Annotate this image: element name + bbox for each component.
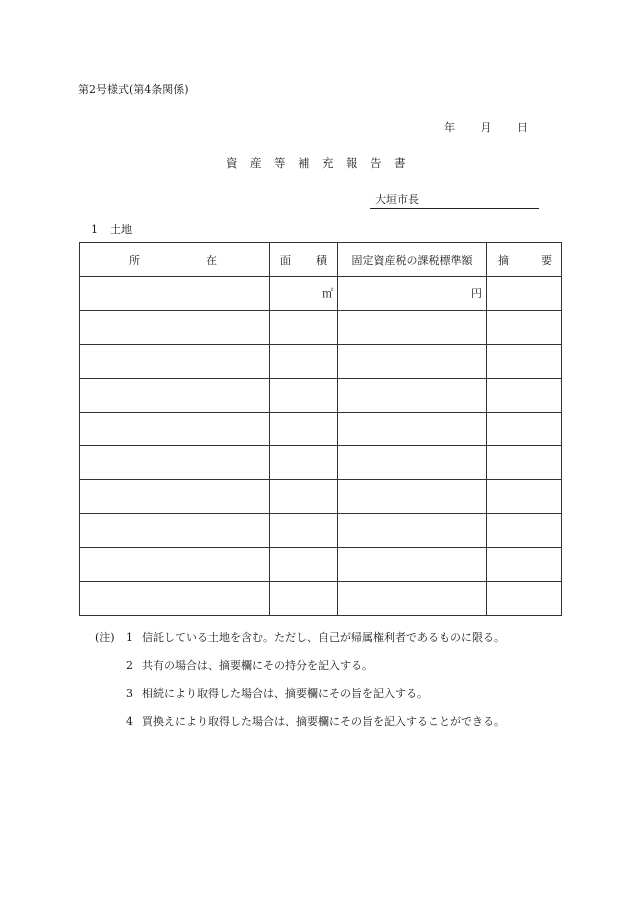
header-area-char2: 積 [316, 253, 327, 267]
area-cell[interactable] [270, 412, 338, 446]
remarks-cell[interactable] [487, 480, 562, 514]
document-title: 資産等補充報告書 [226, 156, 418, 170]
note-item [126, 713, 505, 729]
note-text: 共有の場合は、摘要欄にその持分を記入する。 [142, 659, 373, 672]
table-row [80, 480, 562, 514]
note-number: 4 [126, 715, 133, 728]
remarks-cell[interactable] [487, 344, 562, 378]
remarks-cell[interactable] [487, 582, 562, 616]
note-number: 1 [126, 631, 133, 644]
header-remarks-char1: 摘 [498, 253, 509, 267]
day-label: 日 [517, 121, 528, 134]
taxable-value-cell[interactable] [338, 548, 487, 582]
table-row [80, 277, 562, 311]
table-row [80, 582, 562, 616]
location-cell[interactable] [80, 582, 270, 616]
location-cell[interactable] [80, 277, 270, 311]
remarks-cell[interactable] [487, 412, 562, 446]
note-item [126, 657, 373, 673]
note-number: 3 [126, 687, 133, 700]
note-text: 相続により取得した場合は、摘要欄にその旨を記入する。 [142, 687, 428, 700]
table-row [80, 378, 562, 412]
taxable-value-cell[interactable] [338, 310, 487, 344]
section-number: 1 [91, 223, 98, 236]
location-cell[interactable] [80, 480, 270, 514]
notes-label: (注) [95, 631, 115, 644]
header-area [270, 243, 338, 277]
header-taxable-value: 固定資産税の課税標準額 [338, 243, 487, 277]
form-number: 第2号様式(第4条関係) [78, 83, 189, 96]
section-heading [91, 221, 132, 237]
table-row [80, 310, 562, 344]
header-location-char2: 在 [206, 253, 217, 267]
area-cell[interactable] [270, 446, 338, 480]
location-cell[interactable] [80, 378, 270, 412]
area-cell[interactable]: ㎡ [270, 277, 338, 311]
table-row [80, 412, 562, 446]
taxable-value-cell[interactable] [338, 514, 487, 548]
table-row [80, 514, 562, 548]
month-label: 月 [480, 121, 492, 134]
taxable-value-cell[interactable] [338, 480, 487, 514]
remarks-cell[interactable] [487, 514, 562, 548]
table-row [80, 446, 562, 480]
header-area-char1: 面 [280, 253, 291, 267]
table-row [80, 344, 562, 378]
land-table [79, 242, 562, 616]
area-cell[interactable] [270, 514, 338, 548]
date-line [444, 119, 550, 135]
header-remarks-char2: 要 [541, 253, 552, 267]
addressee: 大垣市長 [370, 191, 539, 209]
taxable-value-cell[interactable] [338, 412, 487, 446]
area-cell[interactable] [270, 548, 338, 582]
taxable-value-cell[interactable] [338, 378, 487, 412]
remarks-cell[interactable] [487, 277, 562, 311]
section-label: 土地 [110, 223, 132, 236]
area-cell[interactable] [270, 582, 338, 616]
location-cell[interactable] [80, 412, 270, 446]
note-text: 買換えにより取得した場合は、摘要欄にその旨を記入することができる。 [142, 715, 505, 728]
location-cell[interactable] [80, 446, 270, 480]
remarks-cell[interactable] [487, 548, 562, 582]
header-location-char1: 所 [129, 253, 140, 267]
year-label: 年 [444, 121, 455, 134]
remarks-cell[interactable] [487, 310, 562, 344]
location-cell[interactable] [80, 310, 270, 344]
note-item [126, 685, 428, 701]
area-cell[interactable] [270, 310, 338, 344]
note-text: 信託している土地を含む。ただし、自己が帰属権利者であるものに限る。 [142, 631, 505, 644]
location-cell[interactable] [80, 344, 270, 378]
taxable-value-cell[interactable] [338, 344, 487, 378]
table-header-row [80, 243, 562, 277]
taxable-value-cell[interactable]: 円 [338, 277, 487, 311]
header-location [80, 243, 270, 277]
table-row [80, 548, 562, 582]
taxable-value-cell[interactable] [338, 582, 487, 616]
header-remarks [487, 243, 562, 277]
area-cell[interactable] [270, 480, 338, 514]
area-cell[interactable] [270, 344, 338, 378]
location-cell[interactable] [80, 514, 270, 548]
remarks-cell[interactable] [487, 378, 562, 412]
remarks-cell[interactable] [487, 446, 562, 480]
note-item [126, 629, 505, 645]
taxable-value-cell[interactable] [338, 446, 487, 480]
location-cell[interactable] [80, 548, 270, 582]
note-number: 2 [126, 659, 133, 672]
area-cell[interactable] [270, 378, 338, 412]
